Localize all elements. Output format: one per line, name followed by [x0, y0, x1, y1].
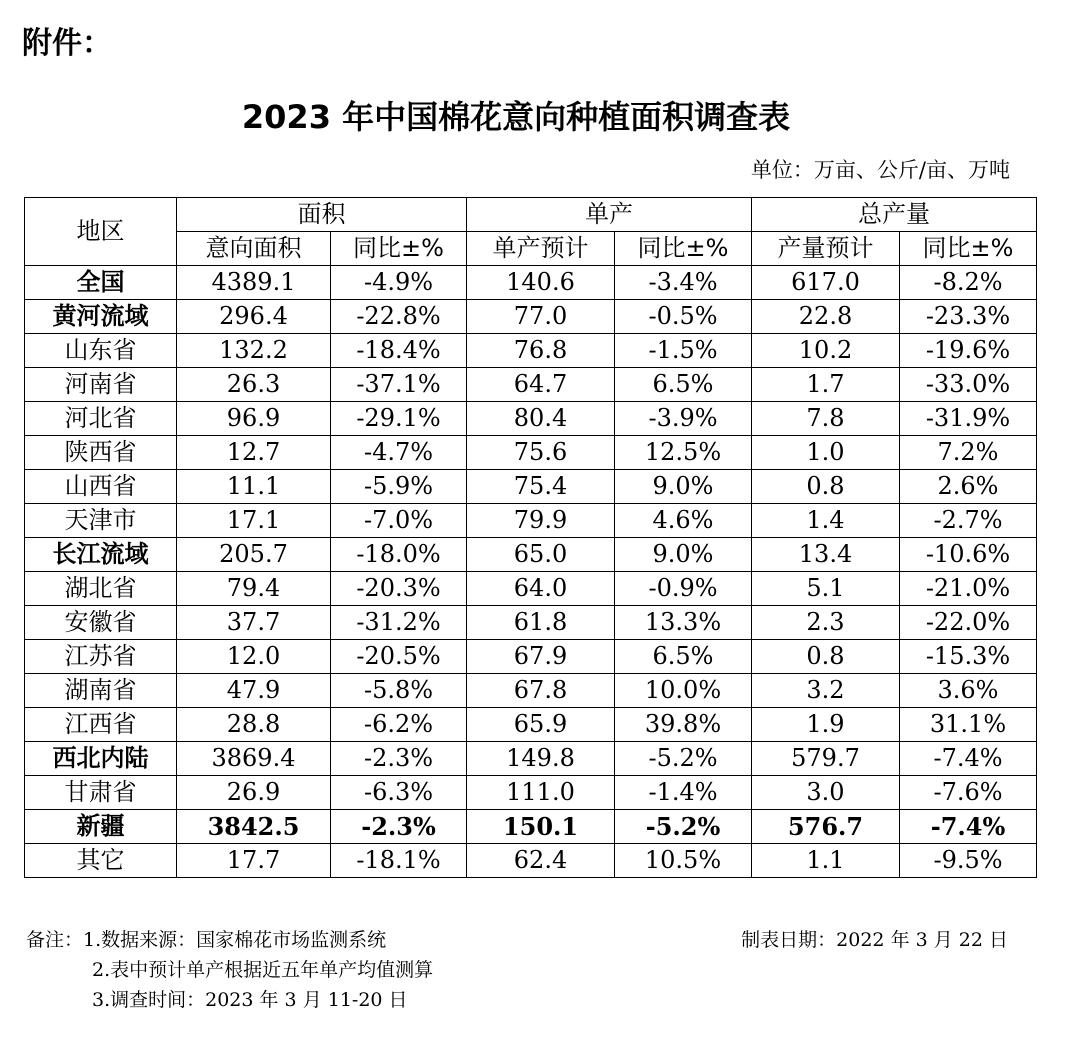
area-yoy-cell: -2.3% [331, 810, 467, 844]
region-name-cell: 甘肃省 [25, 776, 177, 810]
yield-est-cell: 67.8 [467, 674, 615, 708]
total-yoy-cell: 7.2% [900, 436, 1037, 470]
total-yoy-cell: -7.4% [900, 810, 1037, 844]
total-est-cell: 1.1 [752, 844, 900, 878]
yield-est-cell: 64.7 [467, 368, 615, 402]
region-name-cell: 河南省 [25, 368, 177, 402]
yield-est-cell: 65.9 [467, 708, 615, 742]
yield-yoy-cell: 6.5% [615, 368, 752, 402]
area-est-cell: 12.7 [177, 436, 331, 470]
yield-yoy-cell: -3.4% [615, 266, 752, 300]
yield-yoy-cell: 9.0% [615, 470, 752, 504]
total-est-cell: 1.7 [752, 368, 900, 402]
yield-yoy-cell: 9.0% [615, 538, 752, 572]
yield-est-cell: 75.4 [467, 470, 615, 504]
total-yoy-cell: -22.0% [900, 606, 1037, 640]
area-yoy-cell: -6.3% [331, 776, 467, 810]
yield-yoy-cell: -1.4% [615, 776, 752, 810]
area-est-cell: 17.7 [177, 844, 331, 878]
table-row [25, 810, 1037, 844]
yield-est-cell: 64.0 [467, 572, 615, 606]
table-row [25, 844, 1037, 878]
area-yoy-cell: -7.0% [331, 504, 467, 538]
area-est-cell: 3869.4 [177, 742, 331, 776]
cotton-planting-table [24, 197, 1037, 878]
total-est-cell: 3.2 [752, 674, 900, 708]
total-est-cell: 1.4 [752, 504, 900, 538]
total-yoy-cell: 31.1% [900, 708, 1037, 742]
region-name-cell: 全国 [25, 266, 177, 300]
table-body [25, 266, 1037, 878]
header-total-yoy: 同比±% [900, 232, 1037, 266]
header-total-est: 产量预计 [752, 232, 900, 266]
region-name-cell: 湖南省 [25, 674, 177, 708]
yield-yoy-cell: -5.2% [615, 742, 752, 776]
total-yoy-cell: -10.6% [900, 538, 1037, 572]
region-name-cell: 江西省 [25, 708, 177, 742]
table-row [25, 266, 1037, 300]
area-yoy-cell: -5.9% [331, 470, 467, 504]
note-3: 3.调查时间：2023 年 3 月 11-20 日 [92, 989, 408, 1011]
total-yoy-cell: -31.9% [900, 402, 1037, 436]
total-est-cell: 2.3 [752, 606, 900, 640]
table-date: 制表日期：2022 年 3 月 22 日 [741, 929, 1008, 951]
yield-est-cell: 140.6 [467, 266, 615, 300]
yield-yoy-cell: 13.3% [615, 606, 752, 640]
area-est-cell: 17.1 [177, 504, 331, 538]
table-row [25, 402, 1037, 436]
notes [26, 925, 433, 1015]
area-est-cell: 11.1 [177, 470, 331, 504]
area-yoy-cell: -29.1% [331, 402, 467, 436]
table-row [25, 606, 1037, 640]
table-row [25, 776, 1037, 810]
area-yoy-cell: -22.8% [331, 300, 467, 334]
yield-est-cell: 111.0 [467, 776, 615, 810]
yield-est-cell: 76.8 [467, 334, 615, 368]
area-yoy-cell: -2.3% [331, 742, 467, 776]
table-row [25, 572, 1037, 606]
table-row [25, 504, 1037, 538]
total-yoy-cell: -21.0% [900, 572, 1037, 606]
header-yield: 单产 [467, 198, 752, 232]
yield-yoy-cell: 10.5% [615, 844, 752, 878]
total-yoy-cell: -33.0% [900, 368, 1037, 402]
total-est-cell: 13.4 [752, 538, 900, 572]
area-yoy-cell: -18.0% [331, 538, 467, 572]
area-est-cell: 205.7 [177, 538, 331, 572]
yield-yoy-cell: -0.9% [615, 572, 752, 606]
region-name-cell: 湖北省 [25, 572, 177, 606]
table-row [25, 742, 1037, 776]
total-yoy-cell: 3.6% [900, 674, 1037, 708]
yield-est-cell: 67.9 [467, 640, 615, 674]
total-yoy-cell: -9.5% [900, 844, 1037, 878]
yield-est-cell: 149.8 [467, 742, 615, 776]
total-yoy-cell: 2.6% [900, 470, 1037, 504]
area-yoy-cell: -5.8% [331, 674, 467, 708]
area-yoy-cell: -37.1% [331, 368, 467, 402]
region-name-cell: 其它 [25, 844, 177, 878]
total-yoy-cell: -8.2% [900, 266, 1037, 300]
region-name-cell: 长江流域 [25, 538, 177, 572]
yield-est-cell: 79.9 [467, 504, 615, 538]
table-row [25, 334, 1037, 368]
region-name-cell: 安徽省 [25, 606, 177, 640]
header-total: 总产量 [752, 198, 1037, 232]
table-row [25, 436, 1037, 470]
yield-yoy-cell: 10.0% [615, 674, 752, 708]
table-row [25, 674, 1037, 708]
yield-est-cell: 62.4 [467, 844, 615, 878]
total-est-cell: 10.2 [752, 334, 900, 368]
region-name-cell: 江苏省 [25, 640, 177, 674]
page-title: 2023 年中国棉花意向种植面积调查表 [241, 98, 791, 136]
header-yield-yoy: 同比±% [615, 232, 752, 266]
yield-est-cell: 150.1 [467, 810, 615, 844]
area-est-cell: 37.7 [177, 606, 331, 640]
yield-yoy-cell: 12.5% [615, 436, 752, 470]
region-name-cell: 山西省 [25, 470, 177, 504]
area-yoy-cell: -20.5% [331, 640, 467, 674]
yield-yoy-cell: 39.8% [615, 708, 752, 742]
region-name-cell: 陕西省 [25, 436, 177, 470]
region-name-cell: 黄河流域 [25, 300, 177, 334]
total-yoy-cell: -7.4% [900, 742, 1037, 776]
area-est-cell: 3842.5 [177, 810, 331, 844]
area-est-cell: 79.4 [177, 572, 331, 606]
table-row [25, 300, 1037, 334]
total-est-cell: 1.0 [752, 436, 900, 470]
header-yield-est: 单产预计 [467, 232, 615, 266]
total-yoy-cell: -19.6% [900, 334, 1037, 368]
total-yoy-cell: -23.3% [900, 300, 1037, 334]
yield-est-cell: 61.8 [467, 606, 615, 640]
area-yoy-cell: -6.2% [331, 708, 467, 742]
area-est-cell: 132.2 [177, 334, 331, 368]
area-est-cell: 28.8 [177, 708, 331, 742]
area-yoy-cell: -18.4% [331, 334, 467, 368]
area-est-cell: 12.0 [177, 640, 331, 674]
region-name-cell: 河北省 [25, 402, 177, 436]
region-name-cell: 天津市 [25, 504, 177, 538]
total-est-cell: 0.8 [752, 640, 900, 674]
yield-est-cell: 75.6 [467, 436, 615, 470]
table-row [25, 640, 1037, 674]
table-row [25, 470, 1037, 504]
total-est-cell: 579.7 [752, 742, 900, 776]
header-area: 面积 [177, 198, 467, 232]
area-est-cell: 296.4 [177, 300, 331, 334]
total-est-cell: 7.8 [752, 402, 900, 436]
area-yoy-cell: -4.9% [331, 266, 467, 300]
total-est-cell: 617.0 [752, 266, 900, 300]
area-est-cell: 26.9 [177, 776, 331, 810]
area-yoy-cell: -31.2% [331, 606, 467, 640]
region-name-cell: 新疆 [25, 810, 177, 844]
yield-yoy-cell: -1.5% [615, 334, 752, 368]
total-yoy-cell: -15.3% [900, 640, 1037, 674]
table-row [25, 708, 1037, 742]
yield-est-cell: 80.4 [467, 402, 615, 436]
area-yoy-cell: -18.1% [331, 844, 467, 878]
table-row [25, 538, 1037, 572]
total-est-cell: 1.9 [752, 708, 900, 742]
header-area-yoy: 同比±% [331, 232, 467, 266]
area-est-cell: 47.9 [177, 674, 331, 708]
region-name-cell: 山东省 [25, 334, 177, 368]
note-2: 2.表中预计单产根据近五年单产均值测算 [92, 959, 434, 981]
total-est-cell: 3.0 [752, 776, 900, 810]
note-1: 备注：1.数据来源：国家棉花市场监测系统 [26, 929, 387, 951]
region-name-cell: 西北内陆 [25, 742, 177, 776]
total-est-cell: 22.8 [752, 300, 900, 334]
yield-yoy-cell: 6.5% [615, 640, 752, 674]
header-area-est: 意向面积 [177, 232, 331, 266]
total-est-cell: 5.1 [752, 572, 900, 606]
yield-est-cell: 77.0 [467, 300, 615, 334]
area-yoy-cell: -4.7% [331, 436, 467, 470]
yield-yoy-cell: 4.6% [615, 504, 752, 538]
table-row [25, 368, 1037, 402]
area-est-cell: 96.9 [177, 402, 331, 436]
yield-est-cell: 65.0 [467, 538, 615, 572]
total-est-cell: 0.8 [752, 470, 900, 504]
total-yoy-cell: -2.7% [900, 504, 1037, 538]
attachment-label: 附件： [22, 26, 112, 61]
yield-yoy-cell: -3.9% [615, 402, 752, 436]
yield-yoy-cell: -0.5% [615, 300, 752, 334]
total-est-cell: 576.7 [752, 810, 900, 844]
yield-yoy-cell: -5.2% [615, 810, 752, 844]
area-yoy-cell: -20.3% [331, 572, 467, 606]
total-yoy-cell: -7.6% [900, 776, 1037, 810]
area-est-cell: 26.3 [177, 368, 331, 402]
area-est-cell: 4389.1 [177, 266, 331, 300]
unit-label: 单位：万亩、公斤/亩、万吨 [750, 158, 1010, 182]
header-region: 地区 [25, 198, 177, 266]
